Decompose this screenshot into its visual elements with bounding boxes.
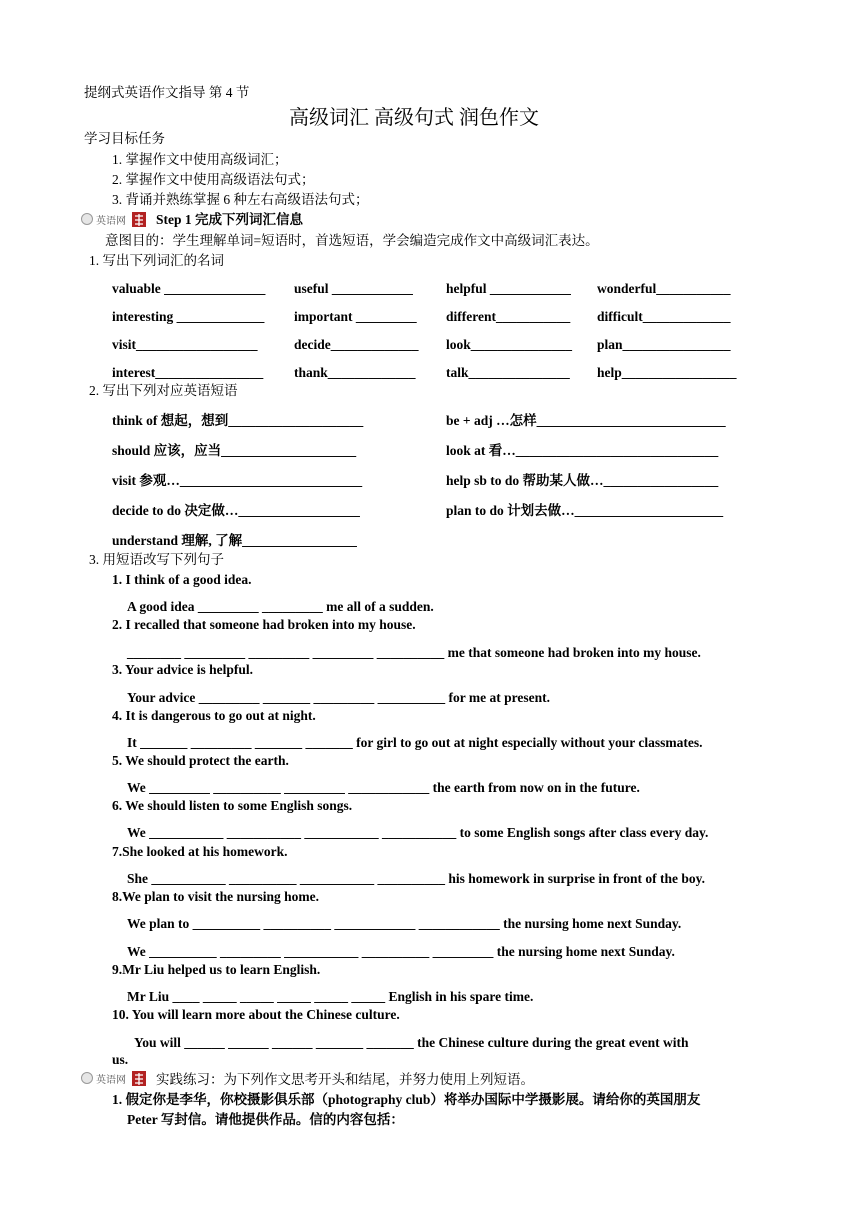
rewrite-answer[interactable]: It _______ _________ _______ _______ for girl to go out at night especially without your classmates. [127,735,703,750]
vocab-cell[interactable]: wonderful___________ [597,281,731,296]
vocab-cell[interactable]: look_______________ [446,337,573,352]
rewrite-answer[interactable]: A good idea _________ _________ me all of a sudden. [127,599,434,614]
practice-task: 1. 假定你是李华，你校摄影俱乐部（photography club）将举办国际中学摄影展。请给你的英国朋友 [112,1092,701,1107]
rewrite-question: 1. I think of a good idea. [112,572,252,587]
rewrite-answer[interactable]: Your advice _________ _______ _________ __________ for me at present. [127,690,550,705]
rewrite-answer[interactable]: We plan to __________ __________ ____________ ____________ the nursing home next Sunday. [127,916,682,931]
rewrite-answer[interactable]: We __________ _________ ___________ __________ _________ the nursing home next Sunday. [127,944,675,959]
rewrite-answer[interactable]: We ___________ ___________ ___________ ___________ to some English songs after class every day. [127,825,709,840]
rewrite-answer[interactable]: You will ______ ______ ______ _______ _______ the Chinese culture during the great event with [134,1035,689,1050]
step1-title: Step 1 完成下列词汇信息 [156,212,304,227]
rewrite-answer[interactable]: Mr Liu ____ _____ _____ _____ _____ _____ English in his spare time. [127,989,534,1004]
phrase-cell[interactable]: visit 参观…___________________________ [112,473,363,488]
vocab-cell[interactable]: difficult_____________ [597,309,731,324]
vocab-cell[interactable]: important _________ [294,309,417,324]
rewrite-question: 5. We should protect the earth. [112,753,289,768]
rewrite-answer[interactable]: She ___________ __________ ___________ __________ his homework in surprise in front of the boy. [127,871,706,886]
vocab-cell[interactable]: visit__________________ [112,337,258,352]
vocab-cell[interactable]: help_________________ [597,365,737,380]
vocab-cell[interactable]: decide_____________ [294,337,419,352]
phrase-cell[interactable]: should 应该，应当____________________ [112,443,357,458]
rewrite-question: 2. I recalled that someone had broken into my house. [112,617,416,632]
step1-intent: 意图目的：学生理解单词=短语时，首选短语，学会编造完成作文中高级词汇表达。 [105,233,599,248]
rewrite-answer[interactable]: We _________ __________ _________ ____________ the earth from now on in the future. [127,780,640,795]
goal-item: 3. 背诵并熟练掌握 6 种左右高级语法句式； [112,192,369,207]
page-title: 高级词汇 高级句式 润色作文 [289,107,539,129]
phrase-cell[interactable]: be + adj …怎样____________________________ [446,413,726,428]
goal-item: 2. 掌握作文中使用高级语法句式； [112,172,315,187]
rewrite-question: 3. Your advice is helpful. [112,662,254,677]
phrase-cell[interactable]: decide to do 决定做…__________________ [112,503,360,518]
practice-task-cont: Peter 写封信。请他提供作品。信的内容包括： [127,1112,404,1127]
goals-heading: 学习目标任务 [84,131,165,146]
vocab-cell[interactable]: talk_______________ [446,365,570,380]
vocab-cell[interactable]: plan________________ [597,337,731,352]
rewrite-question: 10. You will learn more about the Chinese culture. [112,1007,400,1022]
vocab-cell[interactable]: useful ____________ [294,281,413,296]
rewrite-question: 4. It is dangerous to go out at night. [112,708,316,723]
goal-item: 1. 掌握作文中使用高级词汇； [112,152,288,167]
rewrite-question: 8.We plan to visit the nursing home. [112,889,320,904]
phrase-cell[interactable]: plan to do 计划去做…______________________ [446,503,724,518]
part3-heading: 3. 用短语改写下列句子 [89,552,224,567]
phrase-cell[interactable]: look at 看…______________________________ [446,443,719,458]
phrase-cell[interactable]: understand 理解, 了解_________________ [112,533,357,548]
vocab-cell[interactable]: valuable _______________ [112,281,266,296]
phrase-cell[interactable]: think of 想起，想到____________________ [112,413,364,428]
rewrite-question: 6. We should listen to some English songs. [112,798,353,813]
vocab-cell[interactable]: thank_____________ [294,365,416,380]
course-label: 提纲式英语作文指导 第 4 节 [84,85,250,100]
site-logo-icon [80,211,146,227]
practice-title: 实践练习：为下列作文思考开头和结尾，并努力使用上列短语。 [156,1072,534,1087]
vocab-cell[interactable]: interest________________ [112,365,264,380]
phrase-cell[interactable]: help sb to do 帮助某人做…_________________ [446,473,719,488]
vocab-cell[interactable]: helpful ____________ [446,281,571,296]
rewrite-question: 7.She looked at his homework. [112,844,288,859]
logo-text: 英语网 [96,216,126,227]
logo-text: 英语网 [96,1075,126,1086]
rewrite-answer[interactable]: ________ _________ _________ _________ __________ me that someone had broken into my house. [127,645,701,660]
part2-heading: 2. 写出下列对应英语短语 [89,383,238,398]
vocab-cell[interactable]: different___________ [446,309,571,324]
site-logo-icon [80,1070,146,1086]
part1-heading: 1. 写出下列词汇的名词 [89,253,224,268]
rewrite-answer: us. [112,1052,129,1067]
vocab-cell[interactable]: interesting _____________ [112,309,265,324]
rewrite-question: 9.Mr Liu helped us to learn English. [112,962,321,977]
